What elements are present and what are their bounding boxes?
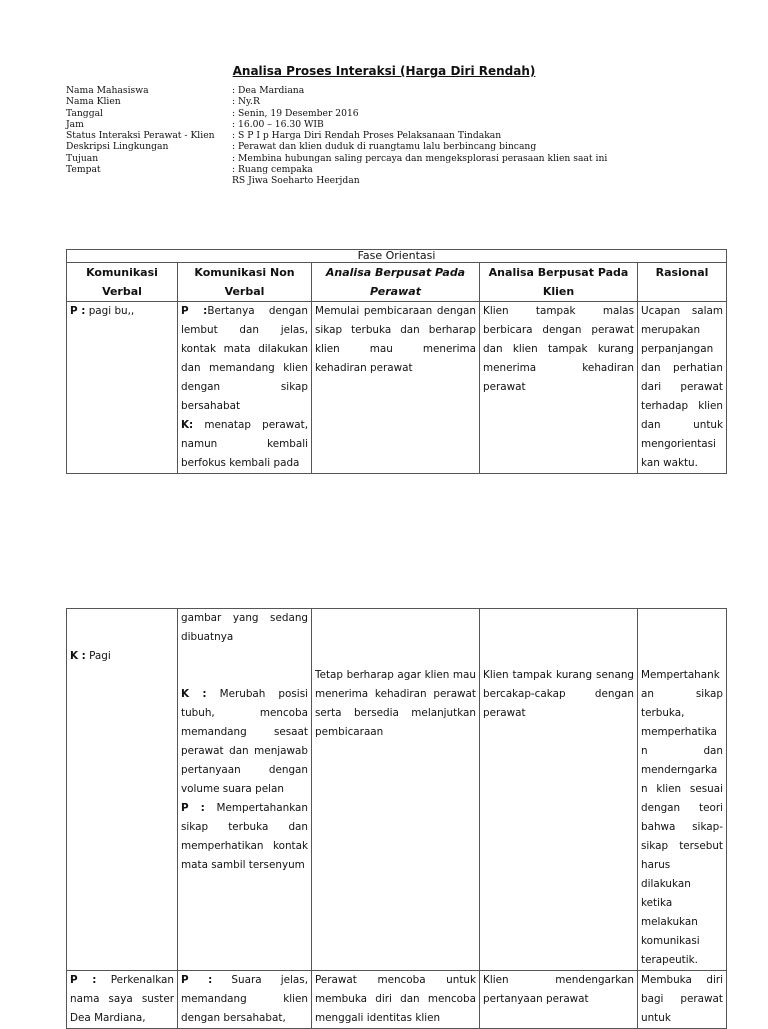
phase-title: Fase Orientasi (67, 250, 727, 263)
info-label (66, 175, 232, 186)
verbal-cell (67, 302, 178, 474)
verbal-cell (67, 609, 178, 971)
speaker-label: P : (181, 974, 213, 986)
column-header: Komunikasi Non Verbal (178, 263, 312, 302)
info-value: : Ny.R (232, 96, 260, 108)
nonverbal-text: gambar yang sedang dibuatnya (181, 612, 308, 643)
speaker-label: K: (181, 419, 194, 431)
verbal-cell (67, 971, 178, 1029)
info-row (66, 175, 607, 186)
table-row (67, 609, 727, 971)
info-row (66, 119, 607, 130)
page-title: Analisa Proses Interaksi (Harga Diri Rendah) (232, 64, 536, 78)
rasional-cell: Ucapan salam merupakan perpanjangan dan perhatian dari perawat terhadap klien dan untuk mengorientasi kan waktu. (638, 302, 727, 474)
info-row (66, 130, 607, 141)
nonverbal-text: menatap perawat, namun kembali berfokus kembali pada (181, 419, 308, 469)
info-value: : Dea Mardiana (232, 85, 305, 96)
info-value: RS Jiwa Soeharto Heerjdan (232, 175, 360, 187)
speaker-label: P : (70, 305, 86, 317)
speaker-label: K : (181, 688, 207, 700)
speaker-label: P : (181, 802, 205, 814)
orientation-table (66, 249, 727, 474)
info-row (66, 141, 607, 152)
column-header: Rasional (638, 263, 727, 302)
perawat-analysis-text: Tetap berharap agar klien mau menerima kehadiran perawat serta bersedia melanjutkan pembicaraan (315, 669, 476, 738)
info-label: Tempat (66, 164, 101, 176)
info-value: : S P I p Harga Diri Rendah Proses Pelaksanaan Tindakan (232, 130, 502, 142)
info-value: : Senin, 19 Desember 2016 (232, 107, 359, 119)
verbal-text: Pagi (85, 650, 111, 662)
info-row (66, 85, 607, 96)
info-label: Status Interaksi Perawat - Klien (66, 130, 215, 142)
info-label: Tujuan (66, 152, 99, 164)
klien-analysis-cell: Klien mendengarkan pertanyaan perawat (480, 971, 638, 1029)
table-row (67, 302, 727, 474)
info-label: Deskripsi Lingkungan (66, 141, 169, 153)
speaker-label: K : (70, 650, 86, 662)
column-header: Analisa Berpusat Pada Perawat (312, 263, 480, 302)
rasional-cell: Membuka diri bagi perawat untuk (638, 971, 727, 1029)
nonverbal-text: Merubah posisi tubuh, mencoba memandang sesaat perawat dan menjawab pertanyaan dengan volume suara pelan (181, 688, 308, 795)
nonverbal-text: Mempertahankan sikap terbuka dan memperhatikan kontak mata sambil tersenyum (181, 802, 309, 871)
column-header: Analisa Berpusat Pada Klien (480, 263, 638, 302)
verbal-text: pagi bu,, (85, 305, 135, 317)
info-block (66, 85, 607, 187)
continuation-table (66, 608, 727, 1029)
rasional-text: Mempertahank an sikap terbuka, memperhatika n dan menderngarka n klien sesuai dengan teori bahwa sikap-sikap tersebut harus dilakukan ketika melakukan komunikasi terapeutik. (641, 669, 723, 966)
info-row (66, 96, 607, 107)
info-value: : Ruang cempaka (232, 164, 313, 176)
info-value: : Membina hubungan saling percaya dan mengeksplorasi perasaan klien saat ini (232, 152, 608, 164)
info-value: : Perawat dan klien duduk di ruangtamu lalu berbincang bincang (232, 141, 537, 153)
column-header: Komunikasi Verbal (67, 263, 178, 302)
info-value: : 16.00 – 16.30 WIB (232, 118, 324, 130)
column-header-row (67, 263, 727, 302)
rasional-cell (638, 609, 727, 971)
info-label: Tanggal (66, 107, 103, 119)
klien-analysis-cell (480, 609, 638, 971)
klien-analysis-text: Klien tampak kurang senang bercakap-cakap dengan perawat (483, 669, 634, 719)
phase-header-row (67, 250, 727, 263)
perawat-analysis-cell: Perawat mencoba untuk membuka diri dan mencoba menggali identitas klien (312, 971, 480, 1029)
info-label: Nama Klien (66, 96, 121, 108)
nonverbal-cell (178, 971, 312, 1029)
klien-analysis-cell: Klien tampak malas berbicara dengan perawat dan klien tampak kurang menerima kehadiran perawat (480, 302, 638, 474)
info-label: Nama Mahasiswa (66, 85, 149, 96)
nonverbal-cell (178, 609, 312, 971)
perawat-analysis-cell (312, 609, 480, 971)
info-label: Jam (66, 118, 84, 130)
nonverbal-text: Bertanya dengan lembut dan jelas, kontak mata dilakukan dan memandang klien dengan sikap bersahabat (181, 305, 308, 412)
info-row (66, 164, 607, 175)
speaker-label: P : (181, 305, 208, 317)
nonverbal-text: Suara jelas, memandang klien dengan bersahabat, (181, 974, 309, 1024)
perawat-analysis-cell: Memulai pembicaraan dengan sikap terbuka dan berharap klien mau menerima kehadiran perawat (312, 302, 480, 474)
nonverbal-cell (178, 302, 312, 474)
table-row (67, 971, 727, 1029)
info-row (66, 153, 607, 164)
info-row (66, 108, 607, 119)
verbal-text: Perkenalkan nama saya suster Dea Mardiana, (70, 974, 175, 1024)
speaker-label: P : (70, 974, 97, 986)
